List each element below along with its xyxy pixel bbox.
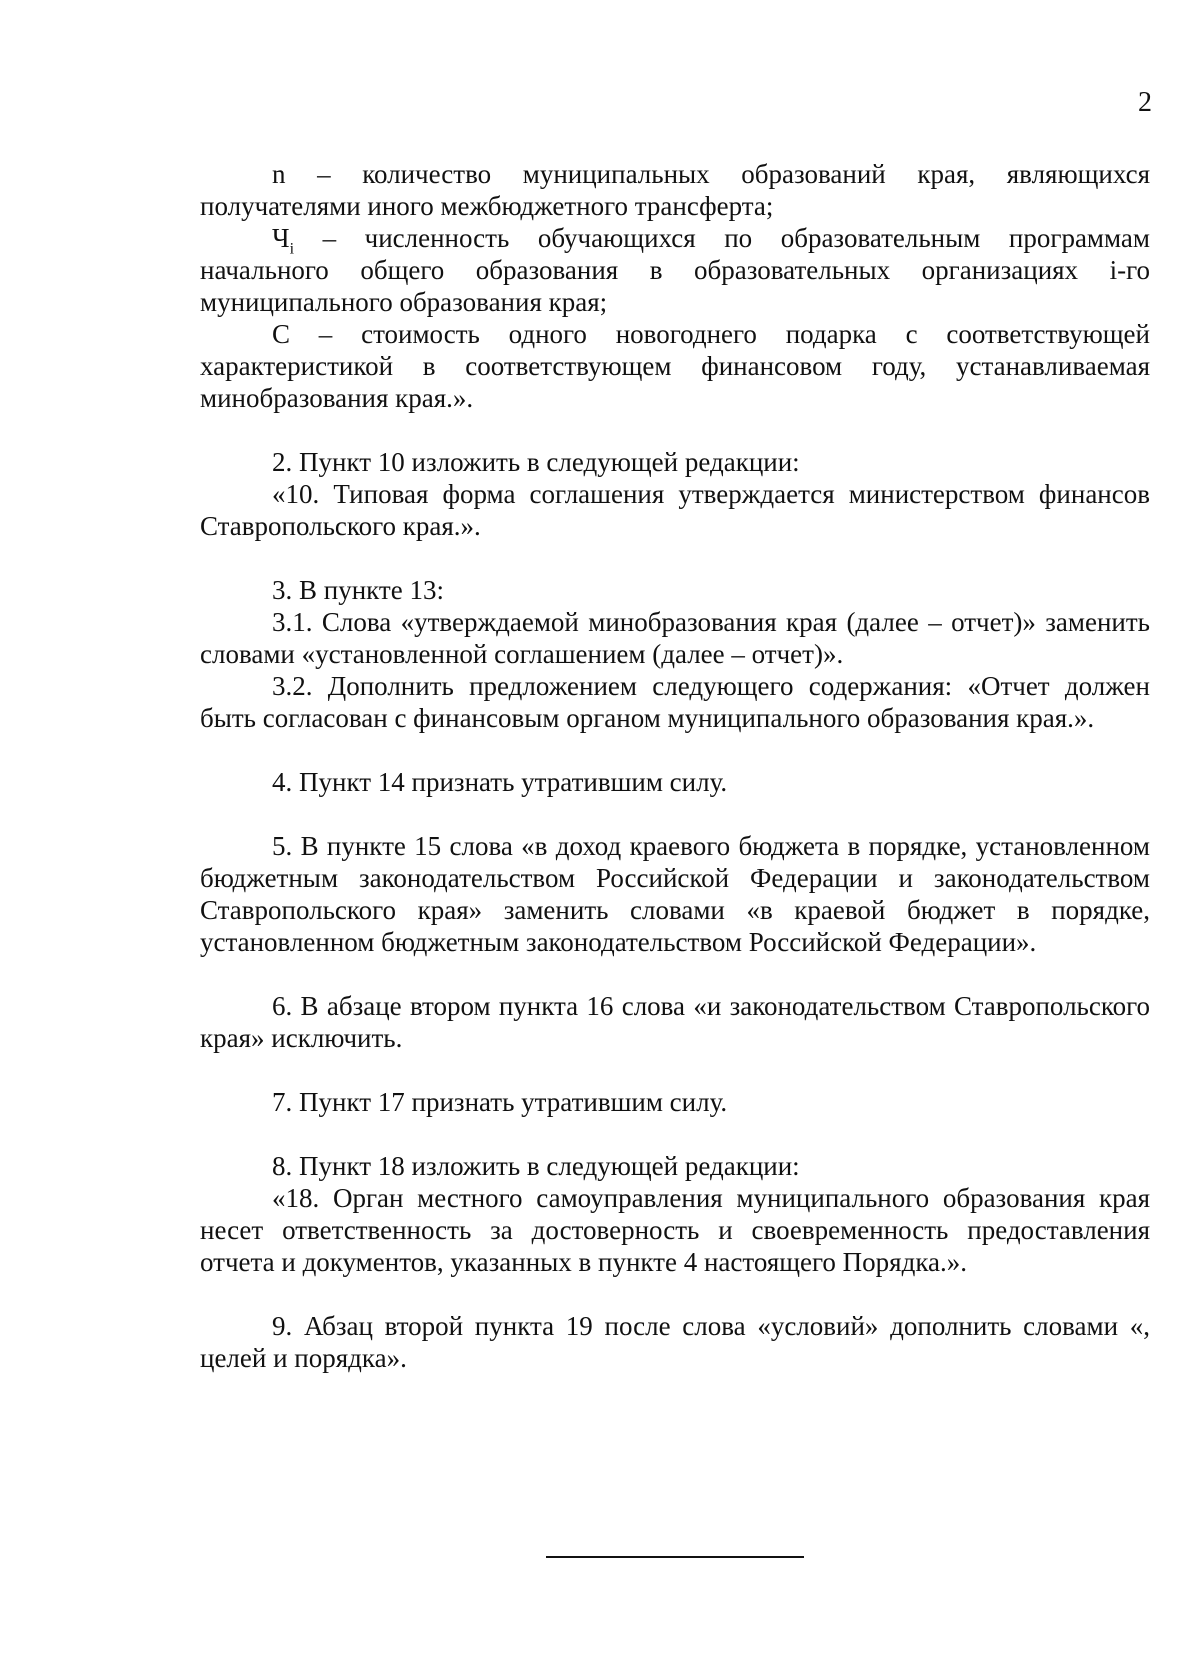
c-symbol: С — [272, 319, 291, 349]
ch-definition-text: – численность обучающихся по образовательным программам начального общего образования в образовательных организациях i-го муниципального образования края; — [200, 223, 1150, 317]
paragraph-gap — [200, 798, 1150, 830]
item-2-quote: «10. Типовая форма соглашения утверждается министерством финансов Ставропольского края.». — [200, 479, 1150, 541]
c-definition-text: – стоимость одного новогоднего подарка с соответствующей характеристикой в соответствующем финансовом году, устанавливаемая минобразования края.». — [200, 319, 1150, 413]
paragraph-gap — [200, 734, 1150, 766]
item-3-intro: 3. В пункте 13: — [272, 575, 444, 605]
paragraph-gap — [200, 414, 1150, 446]
ch-subscript: i — [289, 240, 295, 258]
n-definition-text: – количество муниципальных образований края, являющихся получателями иного межбюджетного трансферта; — [200, 159, 1150, 221]
end-of-document-rule — [546, 1556, 804, 1558]
paragraph-gap — [200, 1118, 1150, 1150]
item-8-quote: «18. Орган местного самоуправления муниципального образования края несет ответственность за достоверность и своевременность предоставления отчета и документов, указанных в пункте 4 настоящего Порядка.». — [200, 1183, 1150, 1277]
page-number: 2 — [1138, 87, 1152, 118]
paragraph-gap — [200, 542, 1150, 574]
item-5: 5. В пункте 15 слова «в доход краевого бюджета в порядке, установленном бюджетным законодательством Российской Федерации и законодательством Ставропольского края» заменить словами «в краевой бюджет в порядке, установленном бюджетным законодательством Российской Федерации». — [200, 831, 1150, 957]
paragraph-gap — [200, 958, 1150, 990]
item-3-1: 3.1. Слова «утверждаемой минобразования края (далее – отчет)» заменить словами «установленной соглашением (далее – отчет)». — [200, 607, 1150, 669]
definition-n — [200, 158, 1150, 222]
paragraph-gap — [200, 1278, 1150, 1310]
item-3-2: 3.2. Дополнить предложением следующего содержания: «Отчет должен быть согласован с финансовым органом муниципального образования края.». — [200, 671, 1150, 733]
ch-symbol: Ч — [272, 223, 290, 253]
definition-ch — [200, 222, 1150, 318]
document-body — [200, 158, 1150, 1374]
n-symbol: n — [272, 159, 286, 189]
paragraph-gap — [200, 1054, 1150, 1086]
item-6: 6. В абзаце втором пункта 16 слова «и законодательством Ставропольского края» исключить. — [200, 991, 1150, 1053]
item-9: 9. Абзац второй пункта 19 после слова «условий» дополнить словами «, целей и порядка». — [200, 1311, 1150, 1373]
item-4: 4. Пункт 14 признать утратившим силу. — [272, 767, 728, 797]
item-8-intro: 8. Пункт 18 изложить в следующей редакции: — [272, 1151, 800, 1181]
definition-c — [200, 318, 1150, 414]
item-7: 7. Пункт 17 признать утратившим силу. — [272, 1087, 728, 1117]
item-2-intro: 2. Пункт 10 изложить в следующей редакции: — [272, 447, 800, 477]
